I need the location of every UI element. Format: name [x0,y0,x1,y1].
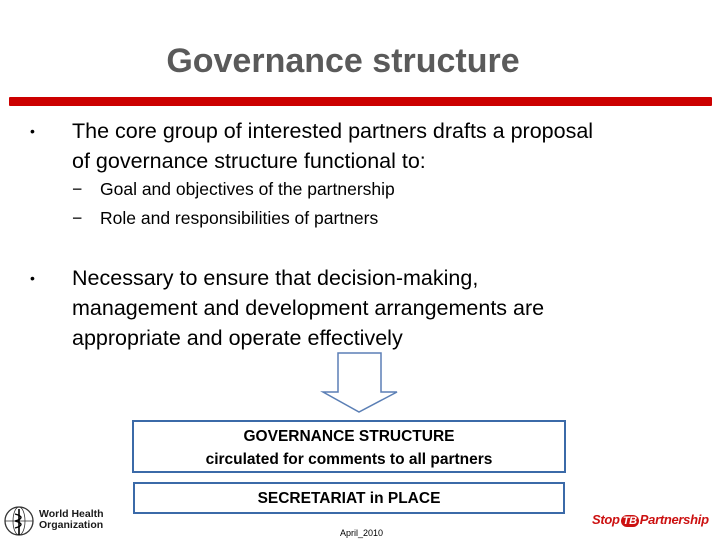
bullet-1 [30,116,594,176]
stop-tb-logo-left: Stop [592,512,620,527]
title-underline [9,97,712,106]
footer-date: April_2010 [340,528,384,538]
stop-tb-logo-middle: TB [622,515,637,527]
bullet-dot: • [30,123,35,139]
who-logo-line-2: Organization [39,519,104,531]
bullet-2 [30,263,545,353]
who-logo-line-1: World Health [39,508,104,520]
sub-item-1-text: Goal and objectives of the partnership [100,179,395,199]
bullet-2-line-2: management and development arrangements are [72,296,545,320]
slide-title: Governance structure [166,42,520,80]
bullet-dot: • [30,270,35,286]
sub-item-1 [72,179,395,200]
dash-glyph: − [72,179,83,199]
secretariat-box [133,482,565,514]
who-logo-text [39,509,104,531]
governance-structure-box [132,420,566,473]
stop-tb-logo [592,512,709,527]
down-arrow-icon [317,352,407,414]
secretariat-box-text: SECRETARIAT in PLACE [257,490,441,507]
bullet-1-line-1: The core group of interested partners drafts a proposal [72,119,594,143]
sub-item-2-text: Role and responsibilities of partners [100,208,379,228]
bullet-2-line-1: Necessary to ensure that decision-making, [72,266,479,290]
bullet-2-line-3: appropriate and operate effectively [72,326,403,350]
dash-glyph: − [72,208,83,228]
stop-tb-logo-right: Partnership [639,512,709,527]
governance-box-line-2: circulated for comments to all partners [205,451,493,468]
who-emblem-icon [3,505,35,537]
governance-box-line-1: GOVERNANCE STRUCTURE [243,428,455,445]
bullet-1-line-2: of governance structure functional to: [72,149,426,173]
sub-item-2 [72,208,379,229]
